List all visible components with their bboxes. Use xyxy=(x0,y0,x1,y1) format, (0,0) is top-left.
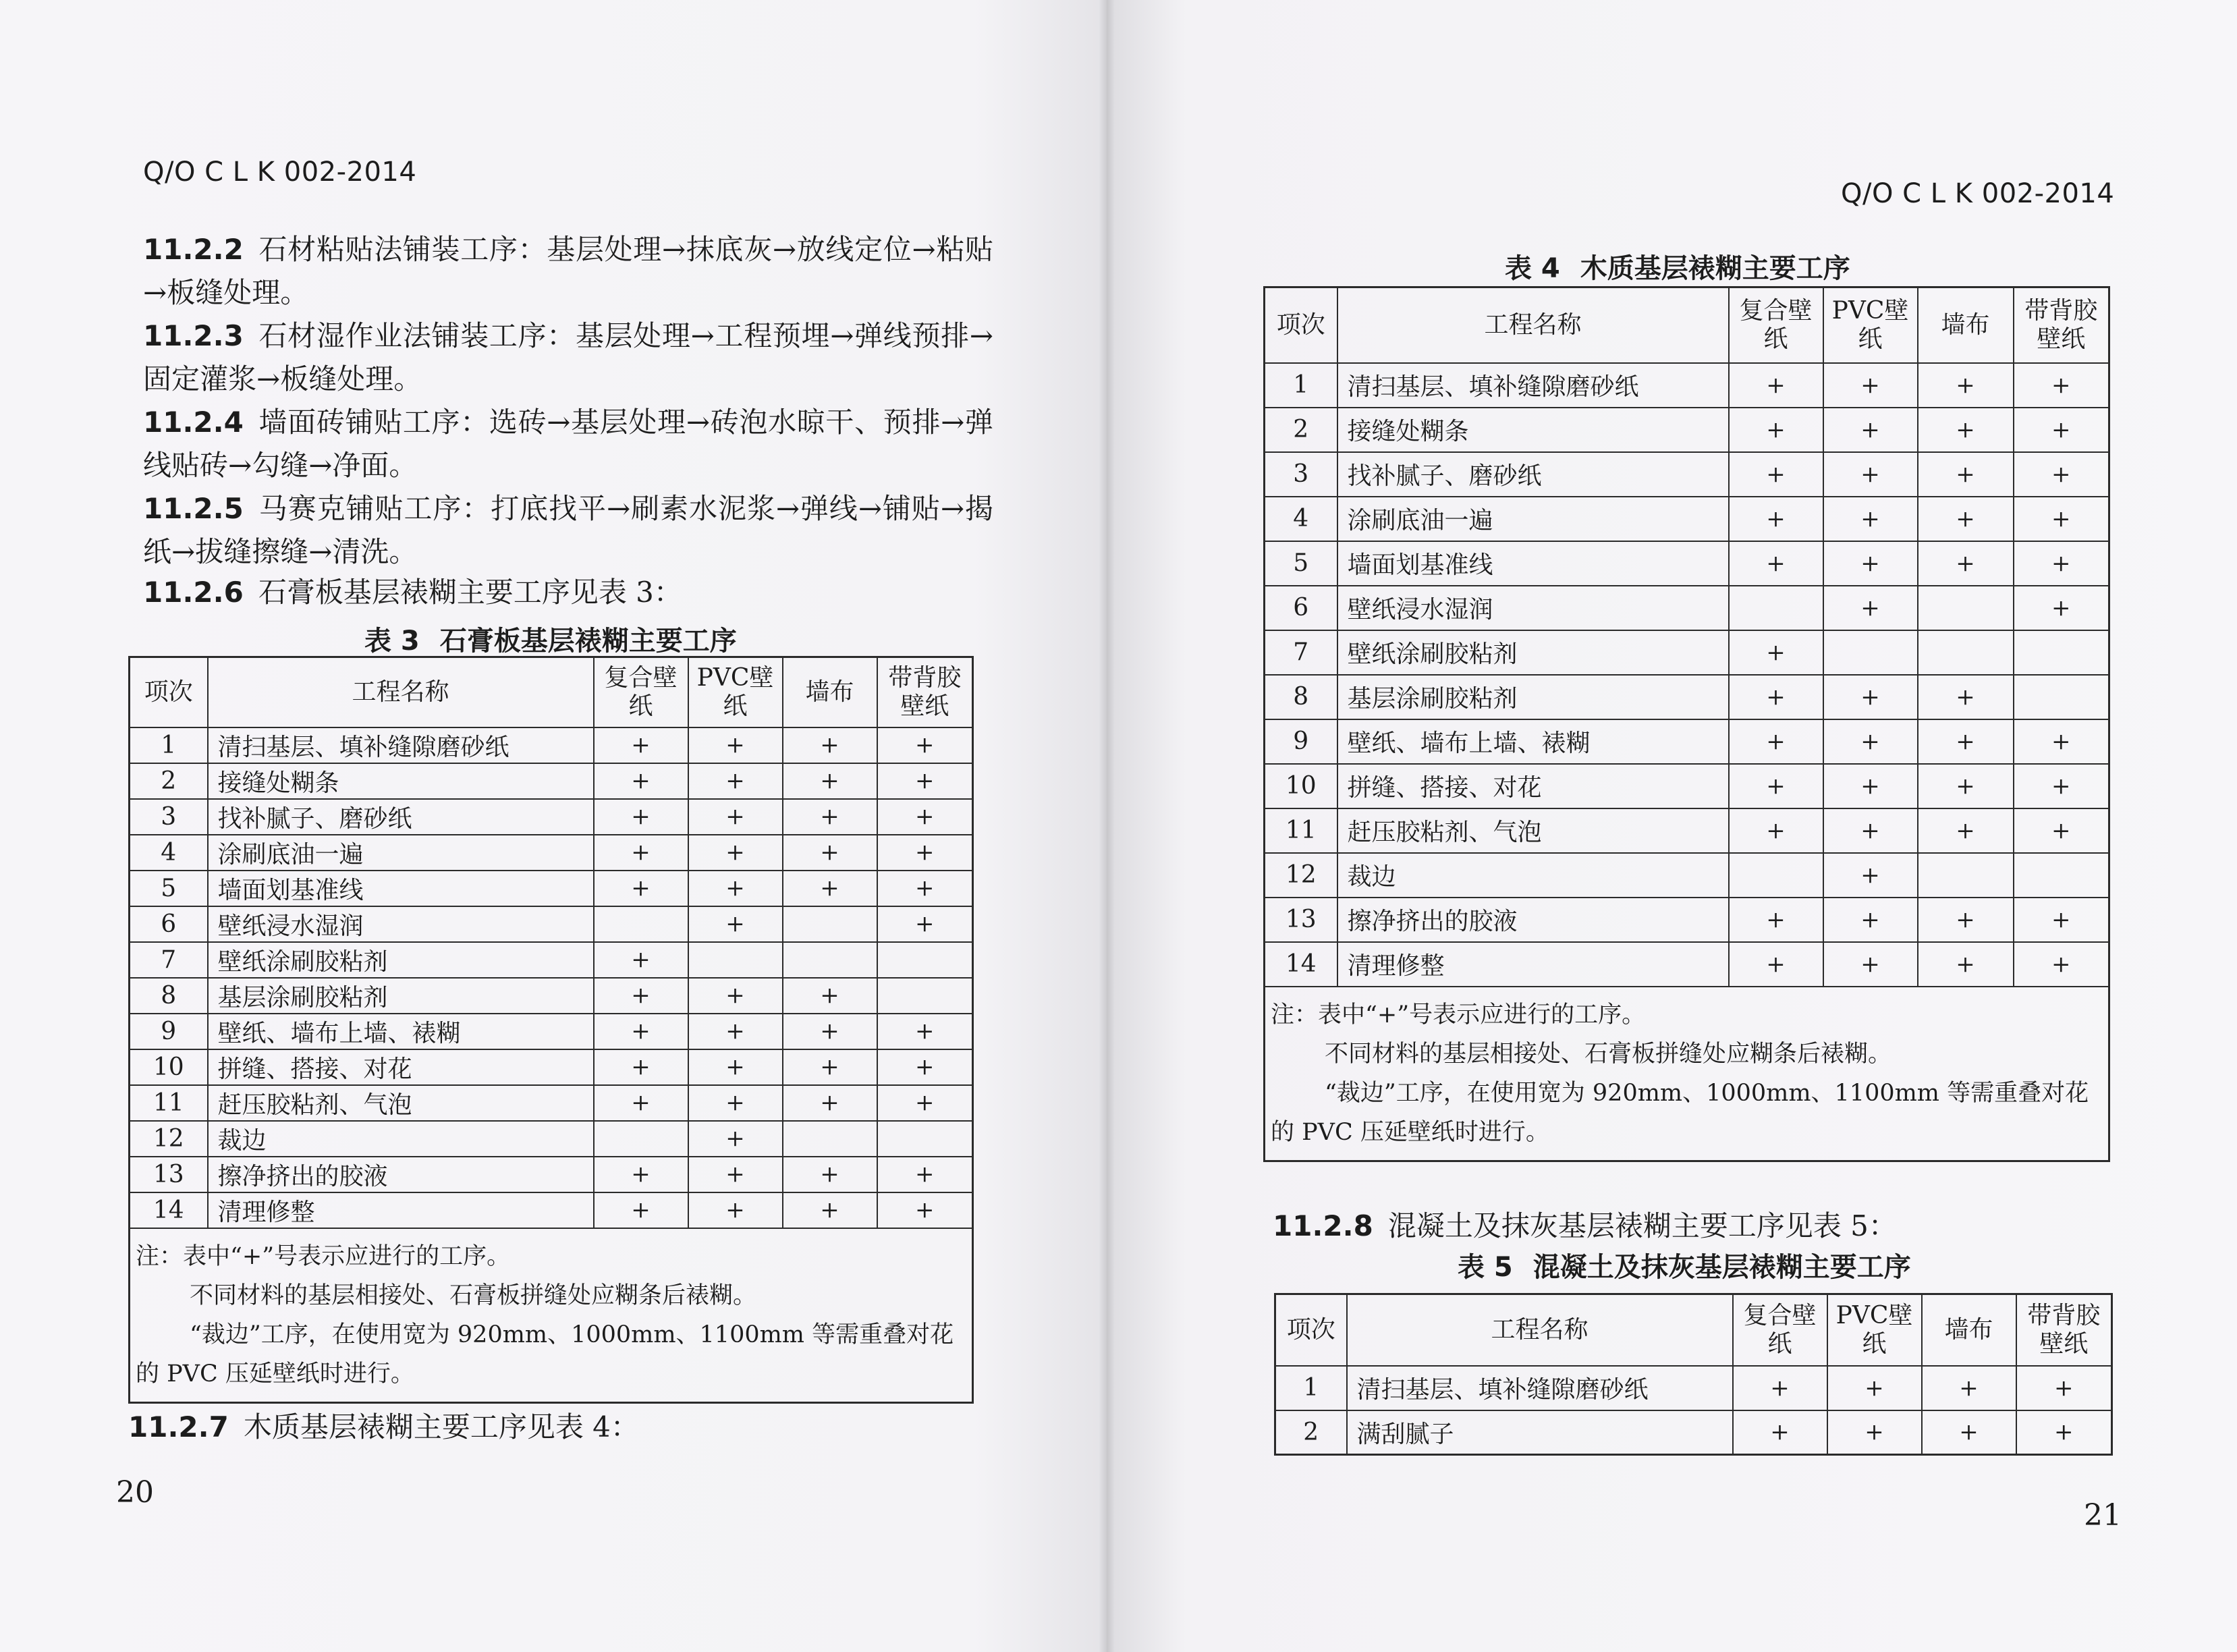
row-process-name: 壁纸、墙布上墙、裱糊 xyxy=(1337,719,1729,764)
mark-adhesive xyxy=(877,942,973,978)
mark-adhesive: + xyxy=(877,1192,973,1228)
column-header-name: 工程名称 xyxy=(208,657,594,727)
column-header-composite-wallpaper: 复合壁纸 xyxy=(594,657,688,727)
mark-adhesive: + xyxy=(2014,452,2109,497)
column-header-pvc-wallpaper: PVC壁纸 xyxy=(1827,1294,1922,1366)
column-header-pvc-wallpaper: PVC壁纸 xyxy=(688,657,783,727)
row-index: 12 xyxy=(1265,853,1337,898)
row-process-name: 清扫基层、填补缝隙磨砂纸 xyxy=(1337,363,1729,408)
clause-number: 11.2.6 xyxy=(143,576,244,609)
mark-pvc: + xyxy=(1827,1410,1922,1455)
row-process-name: 壁纸涂刷胶粘剂 xyxy=(208,942,594,978)
mark-pvc: + xyxy=(688,1192,783,1228)
table-header-row xyxy=(130,657,973,727)
mark-adhesive: + xyxy=(877,871,973,906)
clause-text: 混凝土及抹灰基层裱糊主要工序见表 5： xyxy=(1387,1209,1897,1242)
column-header-adhesive-wallpaper: 带背胶壁纸 xyxy=(877,657,973,727)
row-process-name: 基层涂刷胶粘剂 xyxy=(1337,675,1729,719)
row-process-name: 接缝处糊条 xyxy=(208,763,594,799)
mark-composite: + xyxy=(1729,452,1823,497)
mark-adhesive xyxy=(2014,675,2109,719)
mark-pvc: + xyxy=(1823,808,1918,853)
mark-pvc: + xyxy=(1823,675,1918,719)
mark-cloth: + xyxy=(1918,452,2014,497)
row-process-name: 擦净挤出的胶液 xyxy=(1337,898,1729,942)
page-number: 20 xyxy=(116,1475,154,1510)
paragraph-11-2-3 xyxy=(143,314,993,401)
clause-text: 墙面砖铺贴工序：选砖→基层处理→砖泡水晾干、预排→弹线贴砖→勾缝→净面。 xyxy=(143,406,993,482)
mark-composite: + xyxy=(1729,942,1823,987)
mark-pvc: + xyxy=(1823,541,1918,586)
table-row xyxy=(130,978,973,1014)
mark-composite xyxy=(1729,853,1823,898)
row-index: 13 xyxy=(130,1157,208,1192)
note-line-1: 注：表中“+”号表示应进行的工序。 xyxy=(136,1242,511,1270)
column-header-composite-wallpaper: 复合壁纸 xyxy=(1733,1294,1827,1366)
row-index: 6 xyxy=(1265,586,1337,630)
mark-adhesive: + xyxy=(2014,808,2109,853)
column-header-composite-wallpaper: 复合壁纸 xyxy=(1729,287,1823,363)
mark-pvc: + xyxy=(1823,898,1918,942)
table-row xyxy=(1265,586,2109,630)
row-index: 3 xyxy=(130,799,208,835)
mark-pvc: + xyxy=(688,978,783,1014)
mark-adhesive: + xyxy=(877,799,973,835)
table-row xyxy=(130,1085,973,1121)
table-row xyxy=(1275,1366,2112,1410)
mark-cloth: + xyxy=(783,871,877,906)
mark-cloth xyxy=(783,1121,877,1157)
table-row xyxy=(130,763,973,799)
mark-cloth: + xyxy=(1922,1410,2016,1455)
mark-composite: + xyxy=(1729,808,1823,853)
row-process-name: 墙面划基准线 xyxy=(208,871,594,906)
mark-cloth: + xyxy=(783,1192,877,1228)
table-4-caption xyxy=(1505,247,1850,285)
mark-composite: + xyxy=(1729,675,1823,719)
clause-number: 11.2.2 xyxy=(143,233,244,266)
row-index: 1 xyxy=(130,727,208,763)
clause-text: 木质基层裱糊主要工序见表 4： xyxy=(243,1410,639,1443)
table-title: 石膏板基层裱糊主要工序 xyxy=(439,626,737,657)
row-process-name: 裁边 xyxy=(208,1121,594,1157)
mark-composite: + xyxy=(594,799,688,835)
column-header-adhesive-wallpaper: 带背胶壁纸 xyxy=(2014,287,2109,363)
row-index: 2 xyxy=(1265,408,1337,452)
note-line-1: 注：表中“+”号表示应进行的工序。 xyxy=(1271,1001,1646,1028)
mark-pvc: + xyxy=(688,1085,783,1121)
paragraph-11-2-2 xyxy=(143,228,993,314)
mark-cloth: + xyxy=(783,835,877,871)
table-row xyxy=(1265,853,2109,898)
note-line-3: “裁边”工序，在使用宽为 920mm、1000mm、1100mm 等需重叠对花的 PVC 压延壁纸时进行。 xyxy=(136,1321,954,1387)
table-body xyxy=(1265,363,2109,987)
mark-cloth: + xyxy=(783,978,877,1014)
table-3 xyxy=(128,656,974,1404)
mark-adhesive: + xyxy=(877,1049,973,1085)
mark-adhesive: + xyxy=(877,906,973,942)
mark-composite: + xyxy=(594,1049,688,1085)
mark-pvc: + xyxy=(688,871,783,906)
table-row xyxy=(1265,898,2109,942)
mark-pvc: + xyxy=(1823,452,1918,497)
row-index: 7 xyxy=(1265,630,1337,675)
mark-cloth: + xyxy=(1918,541,2014,586)
paragraph-11-2-7 xyxy=(128,1405,639,1446)
mark-composite: + xyxy=(1729,898,1823,942)
table-row xyxy=(1265,497,2109,541)
clause-number: 11.2.4 xyxy=(143,406,244,439)
table-5-caption xyxy=(1458,1246,1911,1284)
table-4 xyxy=(1263,286,2110,1162)
mark-pvc: + xyxy=(688,1121,783,1157)
table-title: 混凝土及抹灰基层裱糊主要工序 xyxy=(1532,1252,1911,1283)
row-index: 10 xyxy=(1265,764,1337,808)
row-index: 9 xyxy=(1265,719,1337,764)
mark-composite: + xyxy=(1729,363,1823,408)
paragraph-11-2-6 xyxy=(143,571,993,614)
mark-pvc xyxy=(1823,630,1918,675)
mark-cloth: + xyxy=(783,1014,877,1049)
table-row xyxy=(130,1049,973,1085)
mark-cloth: + xyxy=(1918,898,2014,942)
mark-composite: + xyxy=(594,942,688,978)
row-index: 14 xyxy=(130,1192,208,1228)
row-process-name: 基层涂刷胶粘剂 xyxy=(208,978,594,1014)
clause-number: 11.2.7 xyxy=(128,1410,229,1443)
note-line-2: 不同材料的基层相接处、石膏板拼缝处应糊条后裱糊。 xyxy=(1325,1040,1892,1068)
row-index: 8 xyxy=(130,978,208,1014)
mark-composite xyxy=(594,1121,688,1157)
clause-number: 11.2.3 xyxy=(143,319,244,352)
mark-composite: + xyxy=(594,1192,688,1228)
row-process-name: 涂刷底油一遍 xyxy=(1337,497,1729,541)
mark-composite: + xyxy=(1729,497,1823,541)
mark-pvc: + xyxy=(1823,586,1918,630)
table-3-caption xyxy=(364,620,737,658)
mark-adhesive xyxy=(2014,853,2109,898)
mark-cloth: + xyxy=(1918,808,2014,853)
mark-composite: + xyxy=(594,727,688,763)
mark-cloth: + xyxy=(783,1085,877,1121)
table-note-row xyxy=(1265,987,2109,1161)
mark-cloth xyxy=(783,906,877,942)
mark-adhesive: + xyxy=(2014,408,2109,452)
table-header-row xyxy=(1265,287,2109,363)
mark-adhesive: + xyxy=(877,835,973,871)
mark-cloth: + xyxy=(783,1157,877,1192)
mark-pvc: + xyxy=(688,1049,783,1085)
mark-pvc: + xyxy=(1823,764,1918,808)
table-header-row xyxy=(1275,1294,2112,1366)
table-row xyxy=(130,906,973,942)
row-process-name: 拼缝、搭接、对花 xyxy=(208,1049,594,1085)
mark-composite: + xyxy=(1729,630,1823,675)
mark-adhesive xyxy=(2014,630,2109,675)
table-row xyxy=(1265,719,2109,764)
table-body xyxy=(130,727,973,1228)
table-row xyxy=(1265,408,2109,452)
row-process-name: 壁纸涂刷胶粘剂 xyxy=(1337,630,1729,675)
mark-pvc: + xyxy=(1823,408,1918,452)
mark-adhesive: + xyxy=(877,1014,973,1049)
mark-pvc: + xyxy=(688,763,783,799)
clause-text: 石材湿作业法铺装工序：基层处理→工程预埋→弹线预排→固定灌浆→板缝处理。 xyxy=(143,319,993,395)
table-5 xyxy=(1274,1293,2113,1456)
row-index: 2 xyxy=(1275,1410,1347,1455)
mark-adhesive: + xyxy=(877,1157,973,1192)
mark-pvc: + xyxy=(688,799,783,835)
row-index: 9 xyxy=(130,1014,208,1049)
mark-adhesive: + xyxy=(2014,363,2109,408)
row-process-name: 拼缝、搭接、对花 xyxy=(1337,764,1729,808)
mark-composite: + xyxy=(1733,1410,1827,1455)
note-line-3: “裁边”工序，在使用宽为 920mm、1000mm、1100mm 等需重叠对花的 PVC 压延壁纸时进行。 xyxy=(1271,1079,2089,1146)
mark-adhesive: + xyxy=(2014,541,2109,586)
book-gutter xyxy=(1099,0,1115,1652)
row-process-name: 接缝处糊条 xyxy=(1337,408,1729,452)
mark-composite: + xyxy=(1729,719,1823,764)
row-index: 14 xyxy=(1265,942,1337,987)
mark-pvc: + xyxy=(688,906,783,942)
row-index: 1 xyxy=(1275,1366,1347,1410)
column-header-index: 项次 xyxy=(1275,1294,1347,1366)
mark-pvc: + xyxy=(1823,497,1918,541)
row-process-name: 壁纸浸水湿润 xyxy=(1337,586,1729,630)
row-index: 11 xyxy=(1265,808,1337,853)
mark-adhesive: + xyxy=(2014,719,2109,764)
table-row xyxy=(130,727,973,763)
row-process-name: 赶压胶粘剂、气泡 xyxy=(208,1085,594,1121)
table-row xyxy=(130,1192,973,1228)
table-note-row xyxy=(130,1228,973,1403)
column-header-name: 工程名称 xyxy=(1337,287,1729,363)
mark-composite xyxy=(1729,586,1823,630)
table-note xyxy=(1265,987,2109,1161)
mark-cloth: + xyxy=(1918,363,2014,408)
mark-composite: + xyxy=(1729,408,1823,452)
row-index: 8 xyxy=(1265,675,1337,719)
mark-cloth xyxy=(1918,586,2014,630)
row-index: 11 xyxy=(130,1085,208,1121)
row-index: 5 xyxy=(1265,541,1337,586)
mark-composite: + xyxy=(1729,541,1823,586)
mark-adhesive: + xyxy=(2014,586,2109,630)
table-row xyxy=(130,942,973,978)
row-process-name: 壁纸浸水湿润 xyxy=(208,906,594,942)
clause-text: 石材粘贴法铺装工序：基层处理→抹底灰→放线定位→粘贴→板缝处理。 xyxy=(143,233,993,309)
row-process-name: 清理修整 xyxy=(1337,942,1729,987)
mark-cloth: + xyxy=(783,763,877,799)
row-index: 1 xyxy=(1265,363,1337,408)
table-row xyxy=(1265,363,2109,408)
column-header-wall-cloth: 墙布 xyxy=(783,657,877,727)
row-index: 7 xyxy=(130,942,208,978)
table-row xyxy=(130,835,973,871)
mark-adhesive: + xyxy=(2014,898,2109,942)
mark-adhesive: + xyxy=(877,763,973,799)
mark-cloth: + xyxy=(1918,764,2014,808)
mark-adhesive: + xyxy=(2014,942,2109,987)
mark-composite: + xyxy=(594,1014,688,1049)
row-index: 10 xyxy=(130,1049,208,1085)
mark-cloth xyxy=(1918,630,2014,675)
mark-cloth: + xyxy=(1918,675,2014,719)
mark-adhesive: + xyxy=(2014,764,2109,808)
row-process-name: 找补腻子、磨砂纸 xyxy=(1337,452,1729,497)
row-process-name: 裁边 xyxy=(1337,853,1729,898)
mark-cloth: + xyxy=(783,727,877,763)
mark-cloth xyxy=(1918,853,2014,898)
row-index: 6 xyxy=(130,906,208,942)
note-line-2: 不同材料的基层相接处、石膏板拼缝处应糊条后裱糊。 xyxy=(190,1282,757,1309)
mark-cloth: + xyxy=(1922,1366,2016,1410)
mark-pvc: + xyxy=(1823,363,1918,408)
mark-adhesive xyxy=(877,978,973,1014)
mark-adhesive: + xyxy=(2016,1366,2112,1410)
row-process-name: 墙面划基准线 xyxy=(1337,541,1729,586)
table-note xyxy=(130,1228,973,1403)
mark-adhesive: + xyxy=(2014,497,2109,541)
mark-adhesive: + xyxy=(877,1085,973,1121)
row-index: 12 xyxy=(130,1121,208,1157)
table-row xyxy=(1265,630,2109,675)
table-row xyxy=(130,871,973,906)
mark-pvc: + xyxy=(1827,1366,1922,1410)
mark-adhesive xyxy=(877,1121,973,1157)
right-page xyxy=(1107,0,2237,1652)
column-header-adhesive-wallpaper: 带背胶壁纸 xyxy=(2016,1294,2112,1366)
mark-pvc: + xyxy=(1823,853,1918,898)
column-header-index: 项次 xyxy=(1265,287,1337,363)
column-header-name: 工程名称 xyxy=(1347,1294,1733,1366)
row-index: 2 xyxy=(130,763,208,799)
mark-composite: + xyxy=(1733,1366,1827,1410)
mark-cloth: + xyxy=(783,1049,877,1085)
clause-number: 11.2.8 xyxy=(1273,1209,1373,1242)
mark-cloth xyxy=(783,942,877,978)
table-row xyxy=(130,799,973,835)
table-number: 表 4 xyxy=(1505,253,1560,284)
row-process-name: 涂刷底油一遍 xyxy=(208,835,594,871)
mark-adhesive: + xyxy=(877,727,973,763)
mark-cloth: + xyxy=(1918,719,2014,764)
mark-composite: + xyxy=(594,763,688,799)
column-header-wall-cloth: 墙布 xyxy=(1918,287,2014,363)
mark-pvc: + xyxy=(1823,942,1918,987)
table-row xyxy=(1265,675,2109,719)
table-row xyxy=(1265,942,2109,987)
mark-composite: + xyxy=(594,1157,688,1192)
column-header-index: 项次 xyxy=(130,657,208,727)
table-row xyxy=(1265,764,2109,808)
mark-composite: + xyxy=(594,1085,688,1121)
row-index: 5 xyxy=(130,871,208,906)
left-page xyxy=(0,0,1107,1652)
row-process-name: 找补腻子、磨砂纸 xyxy=(208,799,594,835)
table-number: 表 5 xyxy=(1458,1252,1513,1283)
table-row xyxy=(1275,1410,2112,1455)
table-row xyxy=(130,1014,973,1049)
table-row xyxy=(130,1121,973,1157)
row-process-name: 清扫基层、填补缝隙磨砂纸 xyxy=(1347,1366,1733,1410)
row-index: 3 xyxy=(1265,452,1337,497)
table-body xyxy=(1275,1366,2112,1455)
table-row xyxy=(1265,452,2109,497)
column-header-wall-cloth: 墙布 xyxy=(1922,1294,2016,1366)
row-process-name: 清理修整 xyxy=(208,1192,594,1228)
paragraph-11-2-4 xyxy=(143,401,993,487)
clause-text: 石膏板基层裱糊主要工序见表 3： xyxy=(258,576,682,609)
row-process-name: 满刮腻子 xyxy=(1347,1410,1733,1455)
mark-cloth: + xyxy=(1918,408,2014,452)
mark-pvc: + xyxy=(688,1014,783,1049)
mark-pvc: + xyxy=(1823,719,1918,764)
mark-pvc: + xyxy=(688,1157,783,1192)
mark-pvc: + xyxy=(688,835,783,871)
table-row xyxy=(130,1157,973,1192)
table-row xyxy=(1265,541,2109,586)
table-row xyxy=(1265,808,2109,853)
table-number: 表 3 xyxy=(364,626,420,657)
clause-number: 11.2.5 xyxy=(143,492,244,525)
clause-text: 马赛克铺贴工序：打底找平→刷素水泥浆→弹线→铺贴→揭纸→拔缝擦缝→清洗。 xyxy=(143,492,993,568)
row-index: 13 xyxy=(1265,898,1337,942)
standard-code-header: Q/O C L K 002-2014 xyxy=(1841,178,2115,209)
paragraph-11-2-5 xyxy=(143,487,993,574)
mark-pvc: + xyxy=(688,727,783,763)
page-number: 21 xyxy=(2084,1498,2122,1533)
mark-composite: + xyxy=(1729,764,1823,808)
mark-composite: + xyxy=(594,978,688,1014)
mark-adhesive: + xyxy=(2016,1410,2112,1455)
column-header-pvc-wallpaper: PVC壁纸 xyxy=(1823,287,1918,363)
mark-composite xyxy=(594,906,688,942)
mark-cloth: + xyxy=(1918,942,2014,987)
standard-code-header: Q/O C L K 002-2014 xyxy=(143,157,417,188)
mark-pvc xyxy=(688,942,783,978)
row-process-name: 壁纸、墙布上墙、裱糊 xyxy=(208,1014,594,1049)
row-process-name: 清扫基层、填补缝隙磨砂纸 xyxy=(208,727,594,763)
table-title: 木质基层裱糊主要工序 xyxy=(1580,253,1850,284)
mark-cloth: + xyxy=(783,799,877,835)
row-process-name: 赶压胶粘剂、气泡 xyxy=(1337,808,1729,853)
mark-cloth: + xyxy=(1918,497,2014,541)
mark-composite: + xyxy=(594,871,688,906)
paragraph-11-2-8 xyxy=(1273,1204,1897,1244)
row-index: 4 xyxy=(1265,497,1337,541)
mark-composite: + xyxy=(594,835,688,871)
row-index: 4 xyxy=(130,835,208,871)
row-process-name: 擦净挤出的胶液 xyxy=(208,1157,594,1192)
